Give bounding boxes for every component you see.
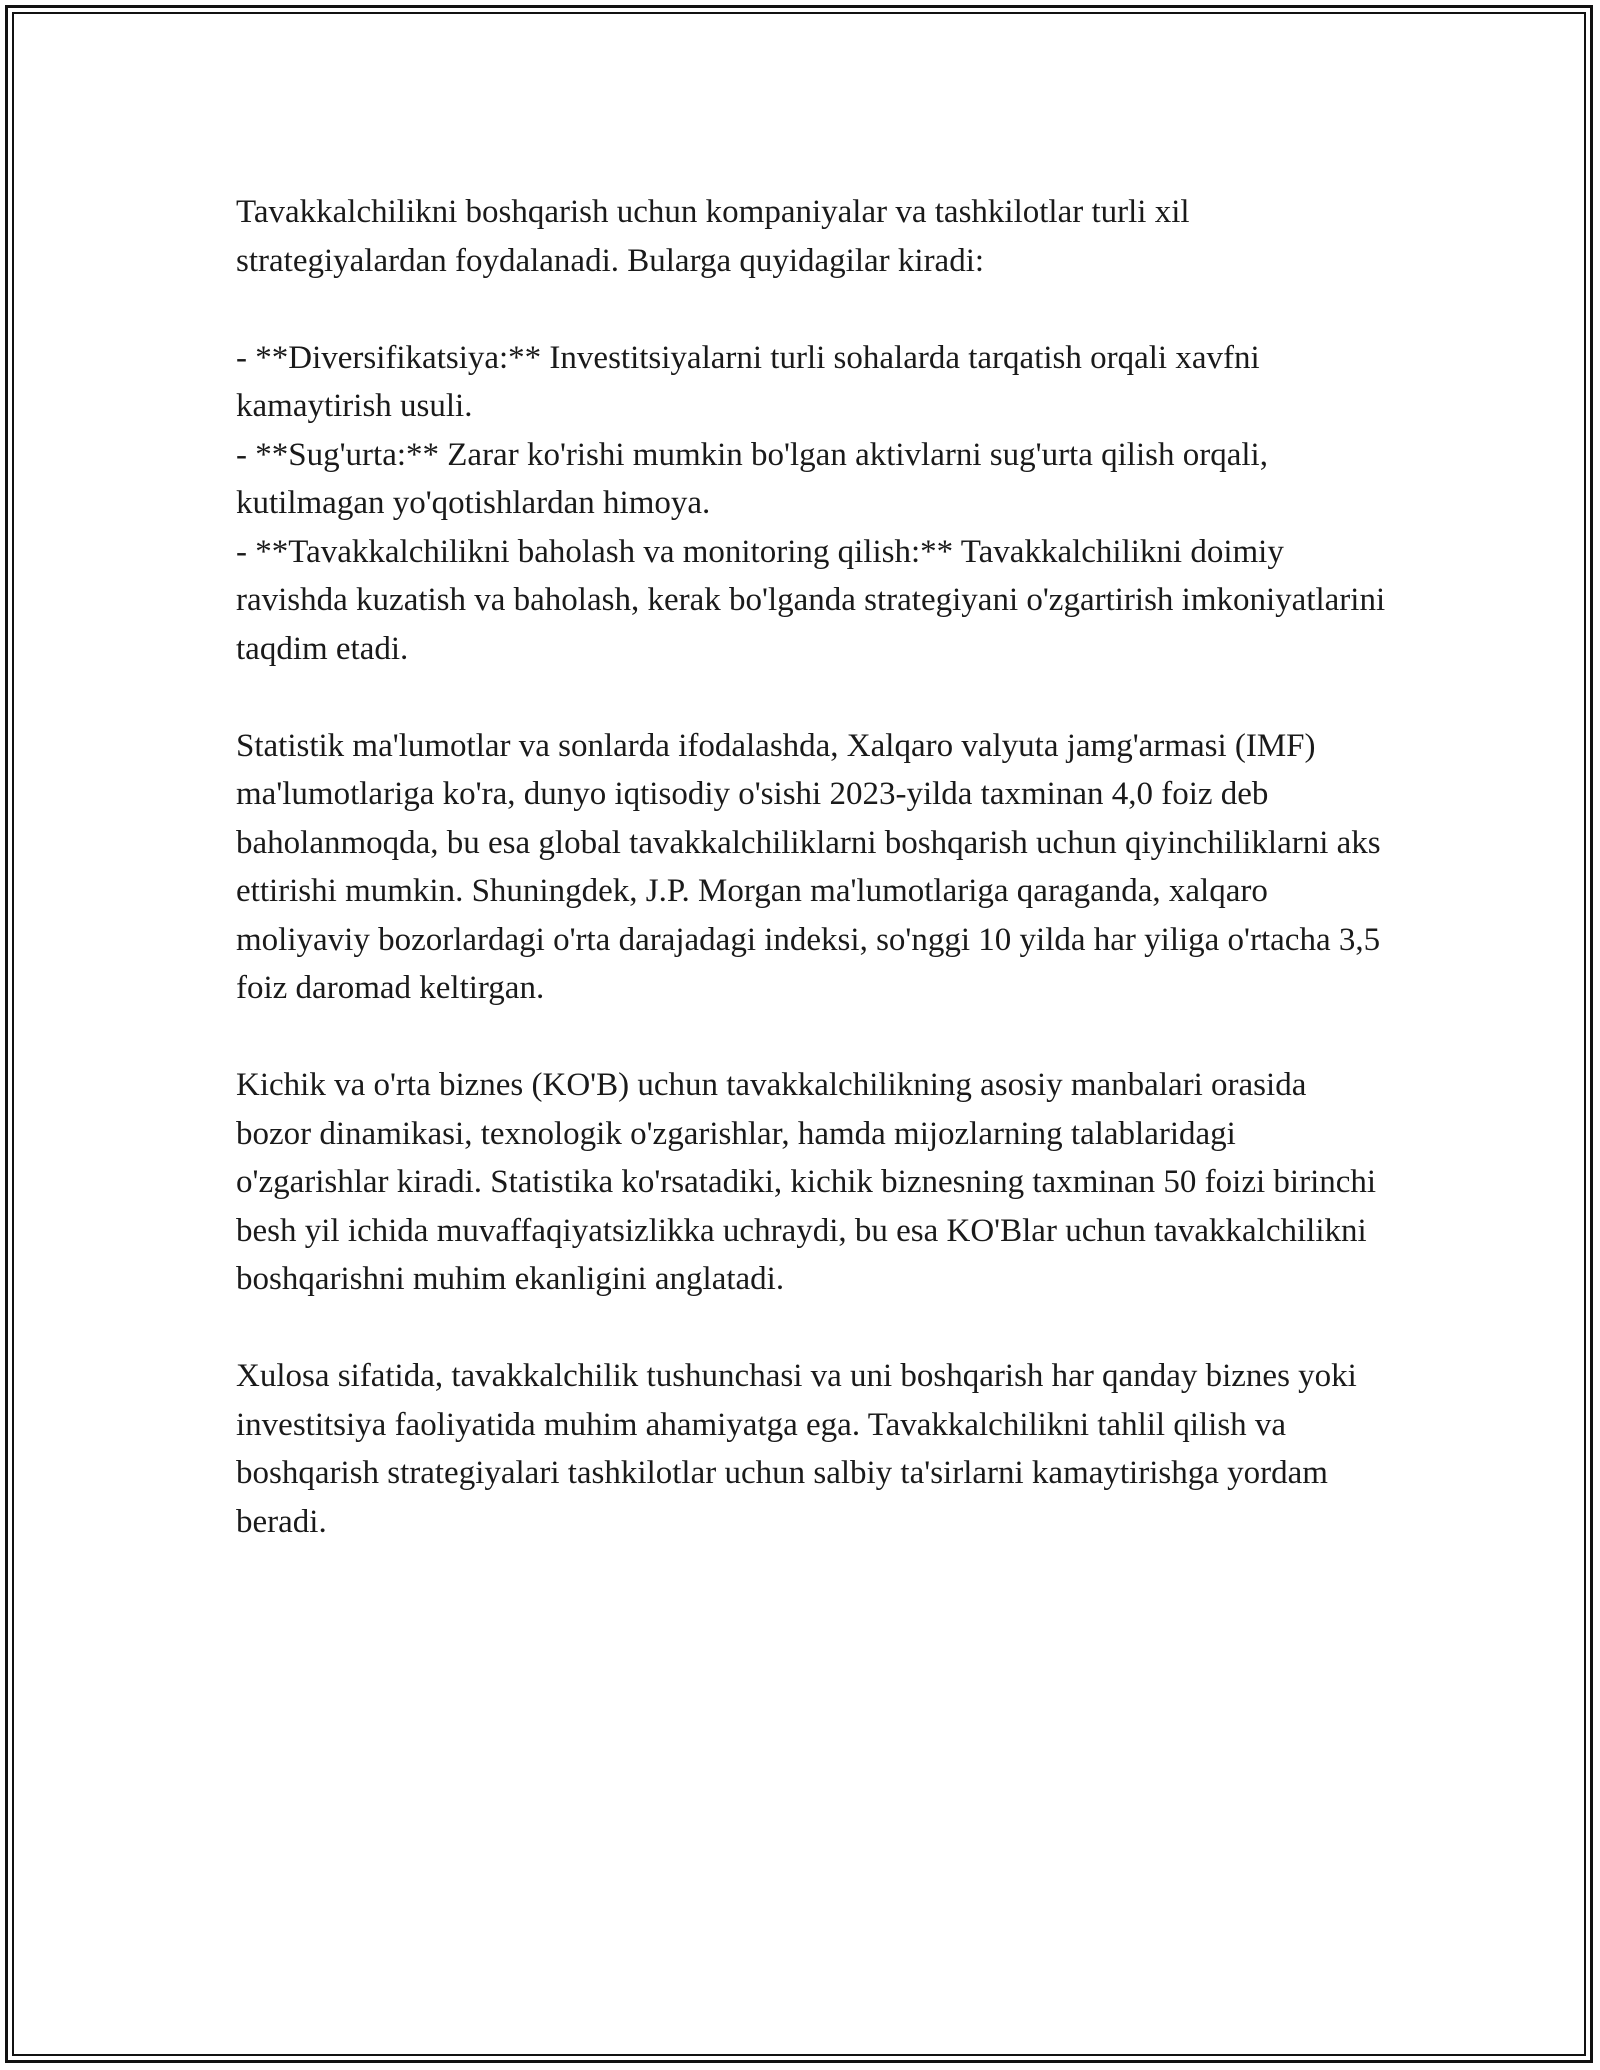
list-item: - **Sug'urta:** Zarar ko'rishi mumkin bo'lgan aktivlarni sug'urta qilish orqali, kutilmagan yo'qotishlardan himoya. [236,436,1268,521]
document-body [236,188,1389,1595]
list-item: - **Tavakkalchilikni baholash va monitoring qilish:** Tavakkalchilikni doimiy ravishda kuzatish va baholash, kerak bo'lganda strategiyani o'zgartirish imkoniyatlarini taqdim etadi. [236,533,1386,667]
list-item: - **Diversifikatsiya:** Investitsiyalarni turli sohalarda tarqatish orqali xavfni kamaytirish usuli. [236,339,1260,424]
statistics-paragraph: Statistik ma'lumotlar va sonlarda ifodalashda, Xalqaro valyuta jamg'armasi (IMF) ma'lumotlariga ko'ra, dunyo iqtisodiy o'sishi 2023-yilda taxminan 4,0 foiz deb baholanmoqda, bu esa global tavakkalchiliklarni boshqarish uchun qiyinchiliklarni aks ettirishi mumkin. Shuningdek, J.P. Morgan ma'lumotlariga qaraganda, xalqaro moliyaviy bozorlardagi o'rta darajadagi indeksi, so'nggi 10 yilda har yiliga o'rtacha 3,5 foiz daromad keltirgan. [236,727,1389,1006]
conclusion-paragraph: Xulosa sifatida, tavakkalchilik tushunchasi va uni boshqarish har qanday biznes yoki investitsiya faoliyatida muhim ahamiyatga ega. Tavakkalchilikni tahlil qilish va boshqarish strategiyalari tashkilotlar uchun salbiy ta'sirlarni kamaytirishga yordam beradi. [236,1358,1366,1540]
strategy-list [236,334,1386,674]
intro-paragraph: Tavakkalchilikni boshqarish uchun kompaniyalar va tashkilotlar turli xil strategiyalardan foydalanadi. Bularga quyidagilar kiradi: [236,194,1198,279]
smb-paragraph: Kichik va o'rta biznes (KO'B) uchun tavakkalchilikning asosiy manbalari orasida bozor dinamikasi, texnologik o'zgarishlar, hamda mijozlarning talablaridagi o'zgarishlar kiradi. Statistika ko'rsatadiki, kichik biznesning taxminan 50 foizi birinchi besh yil ichida muvaffaqiyatsizlikka uchraydi, bu esa KO'Blar uchun tavakkalchilikni boshqarishni muhim ekanligini anglatadi. [236,1067,1385,1297]
